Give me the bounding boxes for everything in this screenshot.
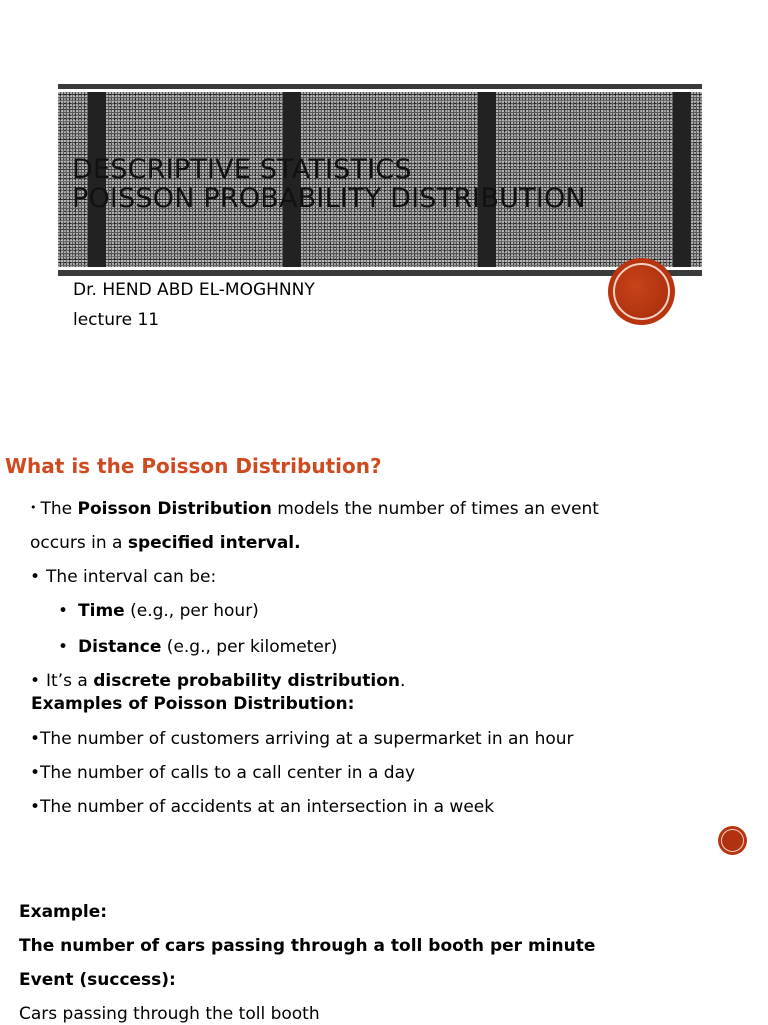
examples-heading: Examples of Poisson Distribution: [31, 694, 355, 714]
banner-top-rule [58, 84, 702, 89]
bullet-icon: • [30, 671, 41, 691]
bullet-icon: • [58, 637, 69, 657]
slide-title-line1: DESCRIPTIVE STATISTICS [72, 154, 412, 185]
section-heading: What is the Poisson Distribution? [5, 454, 382, 478]
bullet-icon: • [30, 567, 41, 587]
decorative-circle-icon [608, 258, 675, 325]
slide-title-line2: POISSON PROBABILITY DISTRIBUTION [72, 183, 586, 214]
bullet-definition-line1: • The Poisson Distribution models the number of times an event [30, 499, 599, 519]
event-description: Cars passing through the toll booth [19, 1004, 320, 1024]
bullet-icon: • [30, 763, 41, 783]
example-item-1: •The number of customers arriving at a supermarket in an hour [30, 729, 574, 749]
bullet-icon: • [58, 601, 69, 621]
bullet-discrete: • It’s a discrete probability distribution. [30, 671, 406, 691]
event-label: Event (success): [19, 970, 176, 990]
bullet-definition-line2: occurs in a specified interval. [30, 533, 301, 553]
example-item-3: •The number of accidents at an intersection in a week [30, 797, 495, 817]
author-name: Dr. HEND ABD EL-MOGHNNY [73, 280, 315, 300]
decorative-circle-small-icon [718, 826, 747, 855]
example-item-2: •The number of calls to a call center in a day [30, 763, 416, 783]
sub-bullet-time: • Time (e.g., per hour) [58, 601, 259, 621]
banner-bottom-rule [58, 270, 702, 276]
example-statement: The number of cars passing through a toll booth per minute [19, 936, 596, 956]
bullet-icon: • [30, 797, 41, 817]
bullet-icon: • [30, 729, 41, 749]
example-label: Example: [19, 902, 108, 922]
lecture-number: lecture 11 [73, 310, 160, 330]
bullet-icon: • [30, 501, 37, 514]
sub-bullet-distance: • Distance (e.g., per kilometer) [58, 637, 338, 657]
bullet-interval: • The interval can be: [30, 567, 217, 587]
